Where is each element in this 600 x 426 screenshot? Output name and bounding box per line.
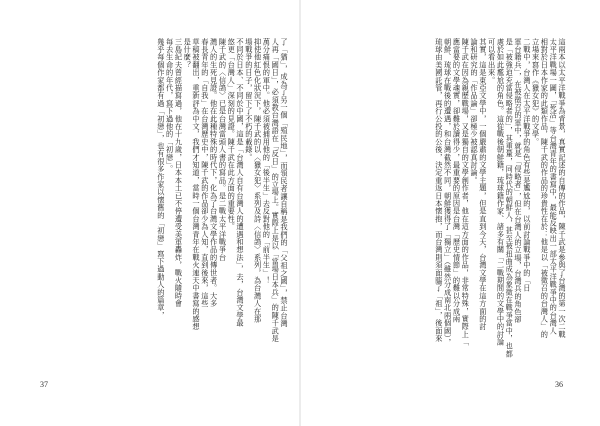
text-column: 草稿被翻出，重新評為中文，我們才知道，當時一個台灣青年在戰火連天中書寫的感想 (192, 38, 202, 331)
text-column: 陳千武的〈信鴿〉已是台灣當頭人書的寫品。是二戰太平洋戰爭台 (218, 38, 228, 262)
text-column: 立場來寫作《獵女犯》的文學。 (531, 38, 541, 146)
text-column: 是「被強迫充當侵略者的」，其重量，同時代的朝鮮人，甚至被扭曲成為象徵在戰爭當中，也都 (505, 38, 515, 358)
text-column: 朝鮮、琉球在戰後的遭遇，和台灣截然不同，朝鮮獲得了「獨立」（雖然分成南北兩個國）， (443, 38, 453, 347)
left-page-text-columns (40, 38, 288, 350)
text-column: 灣人的生死見證。他在此種特殊的時代下，化為了台灣文學作品的傳世者。大多 (209, 38, 219, 308)
text-column: 處於如此尷尬的角色。這從戰後朝鮮籍，琉球籍作家、諸多有關「二戰期間的文學中的討論 (496, 38, 506, 346)
text-column: 悠更「台灣人」深刻的見證。陳千武在此方面的重要性。 (227, 38, 237, 231)
text-column: 是什麼？ (183, 38, 193, 69)
text-column: 這兩本以太平洋戰爭為背景，真實記述的自傳的作品，陳千武是參與了台灣的第一次二戰 (558, 38, 567, 339)
text-column: 應當要的文學魂實，卻難於讀得少，最重要的原因是台灣「歷史情節」的難以分成兩 (452, 38, 462, 323)
text-column: 論和研究的「作品論」卻極少被認真討論。 (470, 38, 480, 185)
text-column: 不同於日本、不同於中國，這是「台灣人自有台灣人的遭遇和想法」，去，台灣文學最 (236, 38, 246, 327)
text-column: 春長青年的「自我」在台灣歷史中，陳千武的作品卻少為人知，直到後來，這些 (200, 38, 210, 308)
text-column: 軍台籍兵」，在被徵召的軍中，就是「侵略者」，但在台灣人的立場，台灣兵的角色卻 (514, 38, 524, 324)
text-column: 人再「國日」，必須教台灣語在「反日」的立場上。實際上是以「當場日本兵」的陳千武是 (271, 38, 281, 343)
text-column: 陳千武在因為親歷戰場，又是獨自的文學創作者，他在這方面的作品，非常特殊，實際上「 (461, 38, 471, 346)
left-page (40, 38, 288, 350)
right-page-number: 36 (555, 380, 563, 389)
book-gutter (299, 0, 301, 426)
text-column: 抑使他紅色化狀況下，陳千武的以〈獵女犯〉系列及詩〈信鴿〉系列，為台灣人在那 (253, 38, 263, 323)
text-column: 每去生命的年代，寫下過他的「初戀」。 (165, 38, 175, 173)
text-column: 琉球由美國託管，再行公投的公後，決定重返日本懷抱，而台灣則須面臨了「祖」，後面來 (434, 38, 444, 343)
text-column: 了「猶」，成為了另一個「殖民地」，而領民者讓自稱是我們的「父祖之國」，禁止台灣 (280, 38, 289, 328)
text-column: 三島紀夫曾經描寫過，他在十九歲，日本本土已不停遭受美軍轟炸，戰火隨時會 (174, 38, 184, 308)
right-page (320, 38, 567, 358)
text-column: 二戰中，台灣人在太平洋戰爭的角色有些是尷尬的，以前討論戰爭中的「日 (522, 38, 532, 293)
text-column: 場戰爭的日子，留下了不朽的載錄。 (244, 38, 254, 162)
right-page-text-columns (320, 38, 567, 358)
text-column: 萬分痛恨的軍中。他必須被捕用他的「後半生」去反對他的「前半生」！ (262, 38, 272, 285)
text-column: 相對於日本作家的此類作品，陳千武的作品的珍貴性在於：他是以「被徵召的台灣人」的 (540, 38, 550, 339)
text-column: 可以看出來。 (487, 38, 497, 85)
text-column: 太平洋戰場一圖，「死活」等台灣青年的書寫中，最能反映出一部太平洋戰爭中的台灣人 (549, 38, 559, 335)
left-page-number: 37 (40, 380, 48, 389)
text-column: 其實，這是東亞文學中，一個嚴肅的文學主題，但是直到今天，台灣文學在這方面的討 (478, 38, 488, 331)
text-column: 幾乎每個作家都有過「初戀」，也有很多作家以懷舊的「初戀」寫下過動人的篇章， (156, 38, 166, 320)
